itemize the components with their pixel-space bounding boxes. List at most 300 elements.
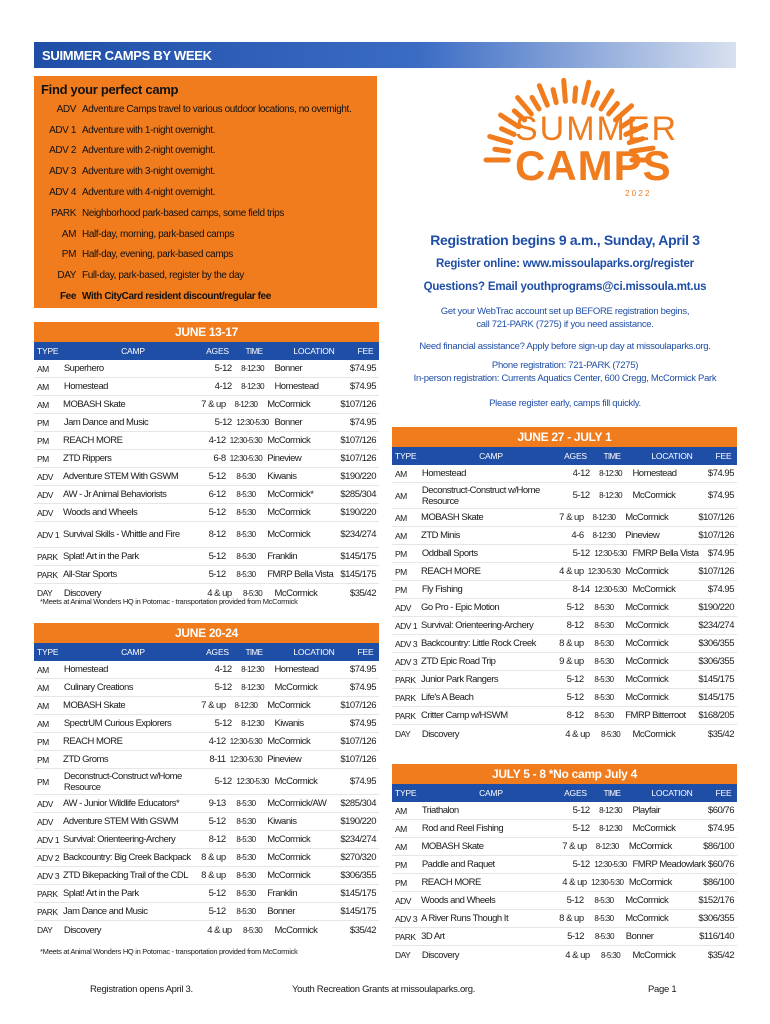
cell-ages: 4 & up — [565, 949, 590, 961]
legend-description: Adventure with 1-night overnight. — [82, 124, 215, 136]
cell-location: McCormick — [267, 507, 311, 518]
week-title: JUNE 27 - JULY 1 — [392, 427, 737, 447]
cell-type: ADV 3 — [395, 913, 418, 924]
cell-location: McCormick — [274, 587, 318, 599]
cell-fee: $74.95 — [349, 381, 376, 392]
cell-camp: ZTD Rippers — [63, 453, 112, 464]
table-row — [34, 831, 379, 849]
webtrac-line2: call 721-PARK (7275) if you need assistance. — [476, 319, 654, 330]
cell-ages: 8 & up — [201, 852, 226, 863]
table-row — [34, 867, 379, 885]
table-row — [34, 849, 379, 867]
cell-fee: $145/175 — [340, 569, 376, 580]
cell-ages: 9 & up — [559, 656, 584, 667]
column-header-fee: FEE — [357, 346, 374, 356]
sun-ray — [575, 88, 576, 101]
table-row — [392, 820, 737, 838]
cell-ages: 4-12 — [208, 435, 226, 446]
cell-camp: Superhero — [63, 363, 104, 374]
footer-center: Youth Recreation Grants at missoulaparks.org. — [292, 984, 476, 995]
cell-time: 8-5:30 — [243, 925, 263, 935]
cell-location: McCormick — [632, 490, 676, 501]
legend-code: AM — [61, 228, 76, 240]
cell-time: 8-12:30 — [599, 824, 623, 833]
cell-time: 8-5:30 — [236, 570, 256, 579]
cell-fee: $74.95 — [349, 417, 376, 428]
sun-ray — [601, 91, 612, 109]
cell-fee: $35/42 — [707, 728, 734, 740]
cell-time: 12:30-5:30 — [236, 418, 269, 427]
column-header-location: LOCATION — [651, 451, 693, 461]
cell-camp: Life's A Beach — [421, 692, 474, 703]
cell-time: 8-5:30 — [594, 932, 614, 941]
column-header-camp: CAMP — [121, 345, 145, 356]
registration-methods — [395, 359, 735, 385]
cell-fee: $145/175 — [340, 888, 376, 899]
cell-location: FMRP Bitterroot — [625, 710, 686, 721]
column-header-type: TYPE — [37, 346, 59, 356]
cell-location: McCormick — [625, 656, 669, 667]
cell-type: PM — [395, 566, 407, 577]
cell-camp: Jam Dance and Music — [63, 417, 149, 428]
legend-row — [34, 161, 377, 182]
cell-ages: 5-12 — [208, 888, 226, 899]
cell-time: 8-5:30 — [236, 817, 256, 826]
cell-camp: ZTD Bikepacking Trail of the CDL — [63, 870, 189, 881]
cell-time: 12:30-5:30 — [594, 549, 627, 558]
cell-camp: ZTD Groms — [63, 754, 109, 765]
cell-type: DAY — [395, 729, 411, 739]
cell-type: PARK — [37, 551, 58, 562]
column-header-time: TIME — [603, 788, 621, 798]
legend-code: PARK — [51, 207, 76, 219]
cell-location: McCormick — [628, 841, 672, 852]
cell-ages: 4-12 — [572, 468, 590, 479]
phone-registration: Phone registration: 721-PARK (7275) — [491, 360, 639, 371]
cell-time: 8-5:30 — [601, 729, 621, 739]
cell-fee: $74.95 — [707, 548, 734, 559]
cell-type: PM — [37, 453, 49, 464]
cell-camp: Woods and Wheels — [421, 895, 496, 906]
cell-type: PARK — [395, 931, 416, 942]
cell-ages: 5-12 — [566, 674, 584, 685]
cell-camp: ZTD Minis — [421, 530, 460, 541]
cell-location: Franklin — [267, 551, 298, 562]
cell-type: PM — [395, 548, 407, 559]
cell-ages: 4 & up — [562, 877, 587, 888]
sun-ray — [532, 97, 539, 109]
cell-type: PM — [395, 584, 407, 595]
cell-ages: 5-12 — [572, 548, 590, 559]
table-header — [392, 447, 737, 465]
cell-time: 8-5:30 — [236, 889, 256, 898]
table-row — [34, 903, 379, 921]
cell-location: Kiwanis — [274, 718, 304, 729]
cell-ages: 5-12 — [214, 363, 232, 374]
week-title: JUNE 20-24 — [34, 623, 379, 643]
cell-location: McCormick — [267, 435, 311, 446]
legend-code: PM — [61, 249, 76, 261]
cell-location: Homestead — [274, 381, 319, 392]
column-header-time: TIME — [245, 346, 263, 356]
cell-camp: Discovery — [63, 924, 102, 936]
table-row — [34, 769, 379, 795]
logo-year: 2 0 2 2 — [625, 189, 650, 198]
legend-code: ADV 4 — [49, 187, 76, 199]
cell-fee: $234/274 — [698, 620, 734, 631]
cell-ages: 4 & up — [559, 566, 584, 577]
cell-location: McCormick — [632, 584, 676, 595]
cell-location: Bonner — [274, 363, 303, 374]
cell-time: 12:30-5:30 — [591, 878, 624, 887]
cell-camp: Triathalon — [421, 805, 459, 816]
cell-fee: $74.95 — [707, 468, 734, 479]
table-row — [34, 813, 379, 831]
legend-row — [34, 182, 377, 203]
column-header-ages: AGES — [206, 647, 229, 657]
cell-ages: 8-12 — [208, 529, 226, 540]
cell-type: AM — [37, 664, 49, 675]
cell-fee: $107/126 — [340, 700, 376, 711]
cell-ages: 4-6 — [571, 530, 584, 541]
legend-description: Neighborhood park-based camps, some field trips — [82, 207, 284, 219]
table-row — [392, 689, 737, 707]
table-row — [392, 581, 737, 599]
column-header-location: LOCATION — [651, 788, 693, 798]
cell-location: Bonner — [267, 906, 295, 917]
cell-time: 8-12:30 — [599, 491, 623, 500]
cell-ages: 9-13 — [208, 798, 226, 809]
register-online[interactable]: Register online: www.missoulaparks.org/register — [436, 258, 694, 270]
legend-description: Full-day, park-based, register by the day — [82, 270, 244, 282]
cell-ages: 5-12 — [566, 895, 584, 906]
cell-location: McCormick/AW — [267, 798, 327, 809]
cell-camp: MOBASH Skate — [63, 700, 126, 711]
cell-fee: $306/355 — [698, 656, 734, 667]
cell-fee: $145/175 — [340, 551, 376, 562]
cell-ages: 6-8 — [213, 453, 226, 464]
cell-type: ADV 3 — [395, 638, 418, 649]
cell-location: Franklin — [267, 888, 298, 899]
legend-code: Fee — [59, 291, 76, 303]
table-header — [392, 784, 737, 802]
table-row — [34, 468, 379, 486]
cell-time: 8-5:30 — [236, 490, 256, 499]
cell-camp: Survival Skills - Whittle and Fire — [63, 529, 180, 540]
cell-type: DAY — [37, 588, 53, 598]
cell-ages: 8-12 — [566, 710, 584, 721]
cell-type: ADV 3 — [37, 870, 60, 881]
table-row — [392, 910, 737, 928]
cell-ages: 5-12 — [214, 417, 232, 428]
cell-type: ADV 1 — [37, 529, 60, 540]
cell-location: Homestead — [632, 468, 677, 479]
table-row — [392, 635, 737, 653]
column-header-fee: FEE — [715, 788, 732, 798]
cell-type: PM — [37, 754, 49, 765]
table-row — [34, 733, 379, 751]
cell-ages: 8-12 — [208, 834, 226, 845]
cell-location: McCormick — [625, 638, 669, 649]
cell-time: 8-12:30 — [592, 531, 616, 540]
table-row — [34, 486, 379, 504]
cell-camp: AW - Jr Animal Behaviorists — [63, 489, 167, 500]
cell-fee: $107/126 — [340, 399, 376, 410]
cell-ages: 5-12 — [208, 816, 226, 827]
cell-fee: $145/175 — [698, 674, 734, 685]
cell-fee: $168/205 — [698, 710, 734, 721]
cell-fee: $285/304 — [340, 798, 376, 809]
cell-time: 8-12:30 — [241, 665, 265, 674]
cell-type: ADV — [37, 507, 53, 518]
cell-type: ADV — [37, 798, 53, 809]
cell-time: 12:30-5:30 — [229, 436, 263, 445]
register-early-note: Please register early, camps fill quickly. — [489, 398, 641, 409]
table-row — [392, 946, 737, 964]
webtrac-note — [395, 305, 735, 331]
cell-camp: Junior Park Rangers — [421, 674, 499, 685]
webtrac-line1: Get your WebTrac account set up BEFORE registration begins, — [440, 306, 690, 317]
cell-location: McCormick — [625, 895, 669, 906]
cell-time: 8-5:30 — [594, 675, 614, 684]
cell-time: 12:30-5:30 — [587, 567, 621, 576]
cell-location: Pineview — [267, 453, 302, 464]
cell-type: ADV — [395, 895, 411, 906]
cell-fee: $190/220 — [698, 602, 734, 613]
table-row — [392, 527, 737, 545]
column-header-fee: FEE — [715, 451, 732, 461]
week-title: JUNE 13-17 — [34, 322, 379, 342]
table-row — [34, 566, 379, 584]
table-row — [34, 396, 379, 414]
sun-ray — [502, 129, 515, 135]
cell-ages: 5-12 — [208, 906, 226, 917]
cell-location: FMRP Bella Vista — [267, 569, 334, 580]
cell-fee: $107/126 — [698, 566, 734, 577]
cell-camp: Deconstruct-Construct w/Home Resource — [421, 484, 540, 507]
cell-location: McCormick* — [267, 489, 314, 500]
cell-camp: Fly Fishing — [421, 584, 463, 595]
column-header-camp: CAMP — [121, 646, 145, 657]
financial-assistance: Need financial assistance? Apply before sign-up day at missoulaparks.org. — [419, 341, 711, 352]
cell-ages: 4-12 — [214, 664, 232, 675]
camp-type-legend — [34, 76, 377, 308]
cell-ages: 4 & up — [565, 728, 590, 740]
column-header-location: LOCATION — [293, 346, 335, 356]
legend-code: DAY — [57, 270, 76, 282]
cell-ages: 5-12 — [208, 551, 226, 562]
cell-ages: 4-12 — [208, 736, 226, 747]
cell-location: McCormick — [625, 692, 669, 703]
cell-ages: 4 & up — [207, 924, 232, 936]
cell-camp: Homestead — [421, 468, 466, 479]
cell-fee: $285/304 — [340, 489, 376, 500]
cell-type: AM — [37, 399, 49, 410]
table-row — [392, 874, 737, 892]
cell-location: McCormick — [625, 913, 669, 924]
table-row — [392, 509, 737, 527]
table-row — [34, 679, 379, 697]
cell-time: 8-12:30 — [241, 719, 265, 728]
cell-type: AM — [395, 512, 407, 523]
cell-camp: Homestead — [63, 381, 108, 392]
cell-fee: $60/76 — [707, 805, 734, 816]
cell-camp: Adventure STEM With GSWM — [63, 816, 179, 827]
legend-description: Half-day, morning, park-based camps — [82, 228, 234, 240]
cell-camp: Paddle and Raquet — [421, 859, 495, 870]
legend-row — [34, 99, 377, 120]
cell-ages: 5-12 — [208, 507, 226, 518]
cell-fee: $74.95 — [349, 776, 376, 787]
cell-ages: 8-14 — [572, 584, 590, 595]
cell-time: 12:30-5:30 — [594, 860, 627, 869]
cell-location: McCormick — [267, 736, 311, 747]
column-header-type: TYPE — [37, 647, 59, 657]
cell-location: McCormick — [267, 529, 311, 540]
table-row — [34, 661, 379, 679]
cell-type: ADV — [395, 602, 411, 613]
cell-time: 8-12:30 — [599, 469, 623, 478]
cell-type: AM — [395, 823, 407, 834]
table-row — [34, 697, 379, 715]
cell-fee: $74.95 — [349, 718, 376, 729]
table-row — [392, 838, 737, 856]
table-row — [392, 892, 737, 910]
table-row — [34, 432, 379, 450]
cell-type: ADV 2 — [37, 852, 60, 863]
cell-location: McCormick — [267, 870, 311, 881]
registration-date: Registration begins 9 a.m., Sunday, April 3 — [430, 232, 700, 248]
table-row — [392, 856, 737, 874]
cell-camp: Survival: Orienteering-Archery — [63, 834, 176, 845]
cell-ages: 8 & up — [559, 638, 584, 649]
cell-location: FMRP Meadowlark — [632, 859, 706, 870]
sun-ray — [539, 86, 547, 105]
cell-type: AM — [37, 381, 49, 392]
cell-ages: 5-12 — [214, 682, 232, 693]
questions-email[interactable]: Questions? Email youthprograms@ci.missoula.mt.us — [423, 281, 707, 293]
cell-time: 8-5:30 — [594, 657, 614, 666]
cell-fee: $74.95 — [349, 363, 376, 374]
legend-row — [34, 224, 377, 245]
cell-camp: Discovery — [421, 949, 460, 961]
cell-type: AM — [395, 468, 407, 479]
sun-logo-icon — [420, 60, 720, 235]
cell-camp: Backcountry: Big Creek Backpack — [63, 852, 191, 863]
table-row — [392, 707, 737, 725]
legend-description: Half-day, evening, park-based camps — [82, 249, 233, 261]
cell-location: McCormick — [274, 924, 318, 936]
column-header-ages: AGES — [564, 788, 587, 798]
cell-fee: $107/126 — [340, 453, 376, 464]
cell-type: DAY — [395, 950, 411, 960]
cell-fee: $306/355 — [698, 638, 734, 649]
cell-fee: $152/176 — [698, 895, 734, 906]
cell-ages: 7 & up — [201, 399, 226, 410]
cell-camp: Oddball Sports — [421, 548, 478, 559]
cell-ages: 8 & up — [559, 913, 584, 924]
cell-camp: REACH MORE — [63, 736, 123, 747]
cell-fee: $86/100 — [703, 877, 734, 888]
cell-time: 8-5:30 — [236, 853, 256, 862]
cell-type: AM — [37, 718, 49, 729]
cell-time: 8-5:30 — [236, 835, 256, 844]
cell-time: 8-12:30 — [599, 806, 623, 815]
cell-fee: $74.95 — [349, 664, 376, 675]
week-june13 — [34, 322, 379, 602]
cell-location: McCormick — [267, 852, 311, 863]
summer-camps-logo — [420, 60, 720, 235]
cell-ages: 7 & up — [201, 700, 226, 711]
cell-ages: 5-12 — [214, 718, 232, 729]
cell-type: AM — [395, 841, 407, 852]
cell-fee: $306/355 — [340, 870, 376, 881]
cell-location: Playfair — [632, 805, 661, 816]
week-july5 — [392, 764, 737, 964]
cell-location: McCormick — [625, 512, 669, 523]
cell-time: 8-12:30 — [241, 382, 265, 391]
cell-fee: $270/320 — [340, 852, 376, 863]
cell-location: McCormick — [628, 877, 672, 888]
week-june27 — [392, 427, 737, 743]
table-row — [392, 599, 737, 617]
cell-fee: $107/126 — [698, 530, 734, 541]
table-row — [392, 928, 737, 946]
logo-line1: SUMMER — [515, 110, 679, 148]
cell-camp: Woods and Wheels — [63, 507, 138, 518]
legend-row — [34, 286, 377, 307]
column-header-time: TIME — [603, 451, 621, 461]
cell-time: 8-12:30 — [241, 683, 265, 692]
cell-type: ADV 3 — [395, 656, 418, 667]
cell-fee: $74.95 — [707, 584, 734, 595]
cell-time: 8-5:30 — [236, 530, 256, 539]
legend-row — [34, 203, 377, 224]
cell-camp: Rod and Reel Fishing — [421, 823, 504, 834]
table-row — [34, 795, 379, 813]
table-row — [392, 483, 737, 509]
cell-camp: Adventure STEM With GSWM — [63, 471, 179, 482]
cell-fee: $116/140 — [699, 931, 734, 942]
cell-fee: $145/175 — [340, 906, 376, 917]
cell-type: AM — [37, 682, 49, 693]
table-row — [34, 504, 379, 522]
cell-camp: MOBASH Skate — [421, 841, 484, 852]
cell-camp: Splat! Art in the Park — [63, 888, 139, 899]
cell-ages: 5-12 — [572, 805, 590, 816]
cell-type: PARK — [37, 888, 58, 899]
cell-ages: 5-12 — [572, 823, 590, 834]
cell-time: 8-5:30 — [236, 552, 256, 561]
table-row — [392, 465, 737, 483]
cell-location: McCormick — [267, 399, 311, 410]
cell-time: 8-5:30 — [236, 508, 256, 517]
cell-type: PARK — [395, 710, 416, 721]
sun-ray — [495, 149, 509, 151]
cell-type: ADV — [37, 489, 53, 500]
cell-ages: 5-12 — [567, 931, 585, 942]
legend-code: ADV 1 — [49, 124, 76, 136]
cell-camp: Homestead — [63, 664, 108, 675]
cell-location: McCormick — [625, 602, 669, 613]
cell-camp: Discovery — [421, 728, 460, 740]
cell-ages: 8 & up — [201, 870, 226, 881]
legend-row — [34, 265, 377, 286]
table-header — [34, 643, 379, 661]
footer-page-number: Page 1 — [648, 984, 677, 995]
cell-fee: $86/100 — [703, 841, 734, 852]
table-row — [392, 725, 737, 743]
